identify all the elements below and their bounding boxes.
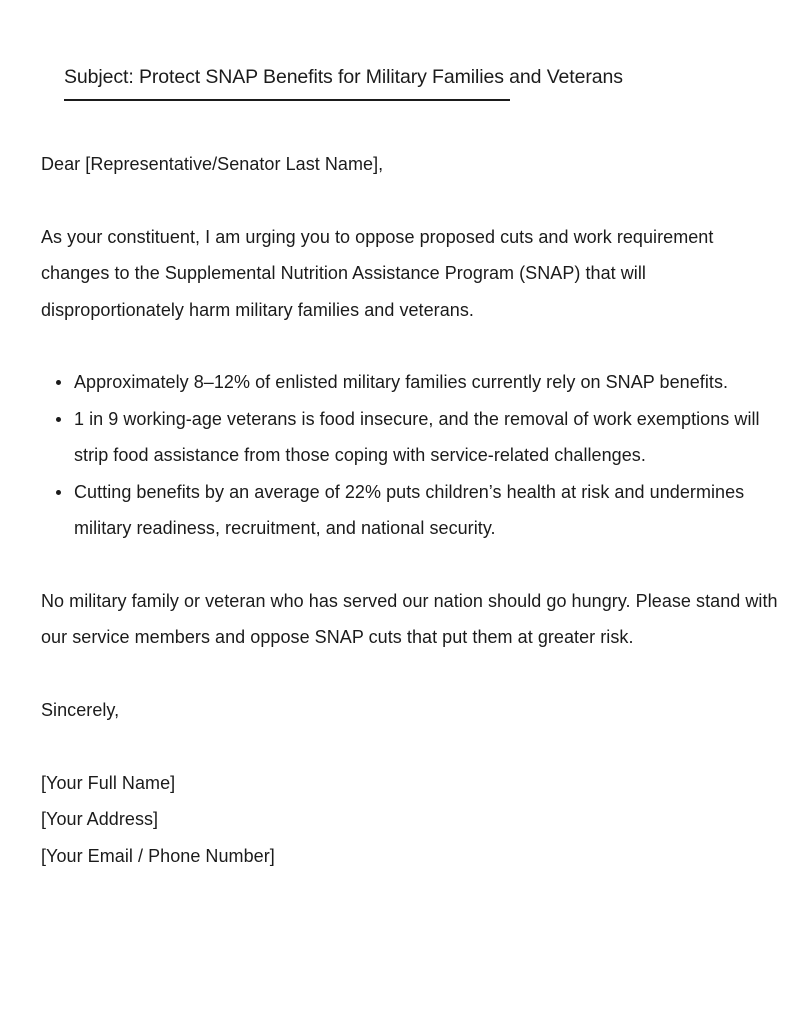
list-item bbox=[41, 364, 781, 400]
intro-paragraph: As your constituent, I am urging you to oppose proposed cuts and work requirement changes to the Supplemental Nutrition Assistance Program (SNAP) that will disproportionately harm military families and veterans. bbox=[41, 226, 714, 320]
list-item bbox=[41, 474, 781, 547]
signature-contact: [Your Email / Phone Number] bbox=[41, 845, 275, 866]
bullet-icon bbox=[56, 417, 61, 422]
signoff: Sincerely, bbox=[41, 700, 120, 721]
email-subject: Subject: Protect SNAP Benefits for Military Families and Veterans bbox=[64, 66, 623, 88]
list-item bbox=[41, 401, 781, 474]
signature-address: [Your Address] bbox=[41, 809, 159, 830]
list-item-text: Approximately 8–12% of enlisted military families currently rely on SNAP benefits. bbox=[74, 372, 729, 393]
key-points-list bbox=[41, 364, 781, 546]
list-item-text: Cutting benefits by an average of 22% puts children’s health at risk and undermines military readiness, recruitment, and national security. bbox=[74, 481, 745, 539]
greeting: Dear [Representative/Senator Last Name], bbox=[41, 154, 384, 174]
closing-paragraph: No military family or veteran who has served our nation should go hungry. Please stand with our service members and oppose SNAP cuts that put them at greater risk. bbox=[41, 590, 778, 648]
letter-body bbox=[41, 146, 781, 874]
bullet-icon bbox=[56, 380, 61, 385]
signature-name: [Your Full Name] bbox=[41, 772, 176, 793]
list-item-text: 1 in 9 working-age veterans is food insecure, and the removal of work exemptions will strip food assistance from those coping with service-related challenges. bbox=[74, 408, 760, 466]
subject-underline bbox=[64, 99, 510, 101]
bullet-icon bbox=[56, 490, 61, 495]
